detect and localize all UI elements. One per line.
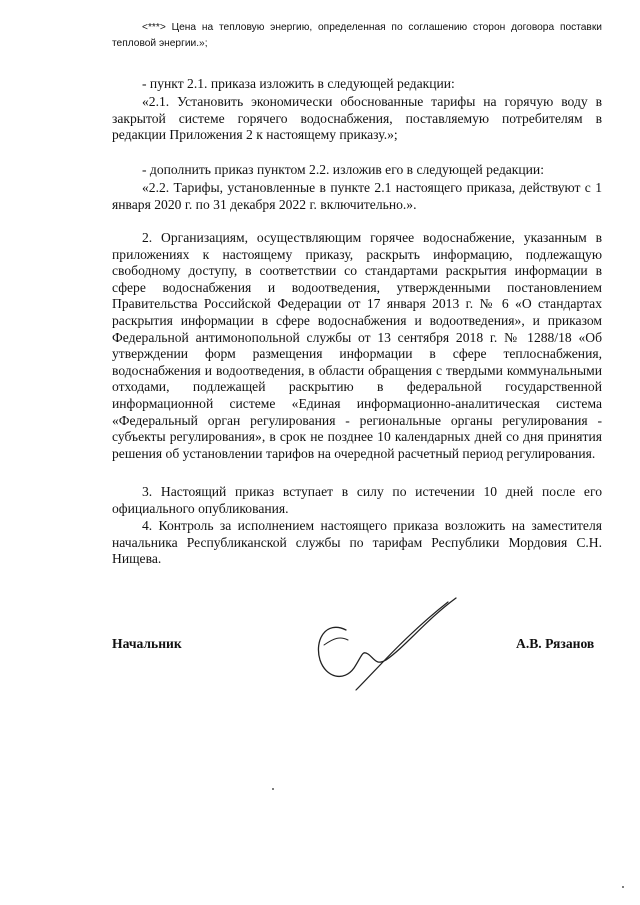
paragraph-item-4: 4. Контроль за исполнением настоящего приказа возложить на заместителя начальника Республиканской службы по тарифам Республики Мордовия С.Н. Нищева. <box>112 518 602 567</box>
scan-speck <box>622 886 624 888</box>
paragraph-add-2-2: - дополнить приказ пунктом 2.2. изложив его в следующей редакции: <box>142 162 544 177</box>
handwritten-signature <box>296 590 476 700</box>
paragraph-clause-2-1: «2.1. Установить экономически обоснованные тарифы на горячую воду в закрытой системе горячего водоснабжения, поставляемую потребителям в редакции Приложения 2 к настоящему приказу.»; <box>112 94 602 143</box>
paragraph-edit-2-1: - пункт 2.1. приказа изложить в следующей редакции: <box>142 76 455 91</box>
paragraph-clause-2-2: «2.2. Тарифы, установленные в пункте 2.1 настоящего приказа, действуют с 1 января 2020 г. по 31 декабря 2022 г. включительно.». <box>112 180 602 212</box>
signatory-name: А.В. Рязанов <box>516 636 595 651</box>
paragraph-item-3: 3. Настоящий приказ вступает в силу по истечении 10 дней после его официального опубликования. <box>112 484 602 516</box>
scan-speck <box>272 788 274 790</box>
signature-title: Начальник <box>112 636 182 651</box>
footnote: <***> Цена на тепловую энергию, определенная по соглашению сторон договора поставки тепловой энергии.»; <box>112 22 602 49</box>
paragraph-item-2: 2. Организациям, осуществляющим горячее водоснабжение, указанным в приложениях к настоящему приказу, раскрыть информацию, подлежащую свободному доступу, в соответствии со стандартами раскрытия информации в сфере водоснабжения и водоотведения, утвержденными постановлением Правительства Российской Федерации от 17 января 2013 г. № 6 «О стандартах раскрытия информации в сфере водоснабжения и водоотведения», и приказом Федеральной антимонопольной службы от 13 сентября 2018 г. № 1288/18 «Об утверждении форм размещения информации в сфере теплоснабжения, водоснабжения и водоотведения, в области обращения с твердыми коммунальными отходами, подлежащей раскрытию в федеральной государственной информационной системе «Единая информационно-аналитическая система «Федеральный орган регулирования - региональные органы регулирования - субъекты регулирования», в срок не позднее 10 календарных дней со дня принятия решения об установлении тарифов на очередной расчетный период регулирования. <box>112 230 602 461</box>
